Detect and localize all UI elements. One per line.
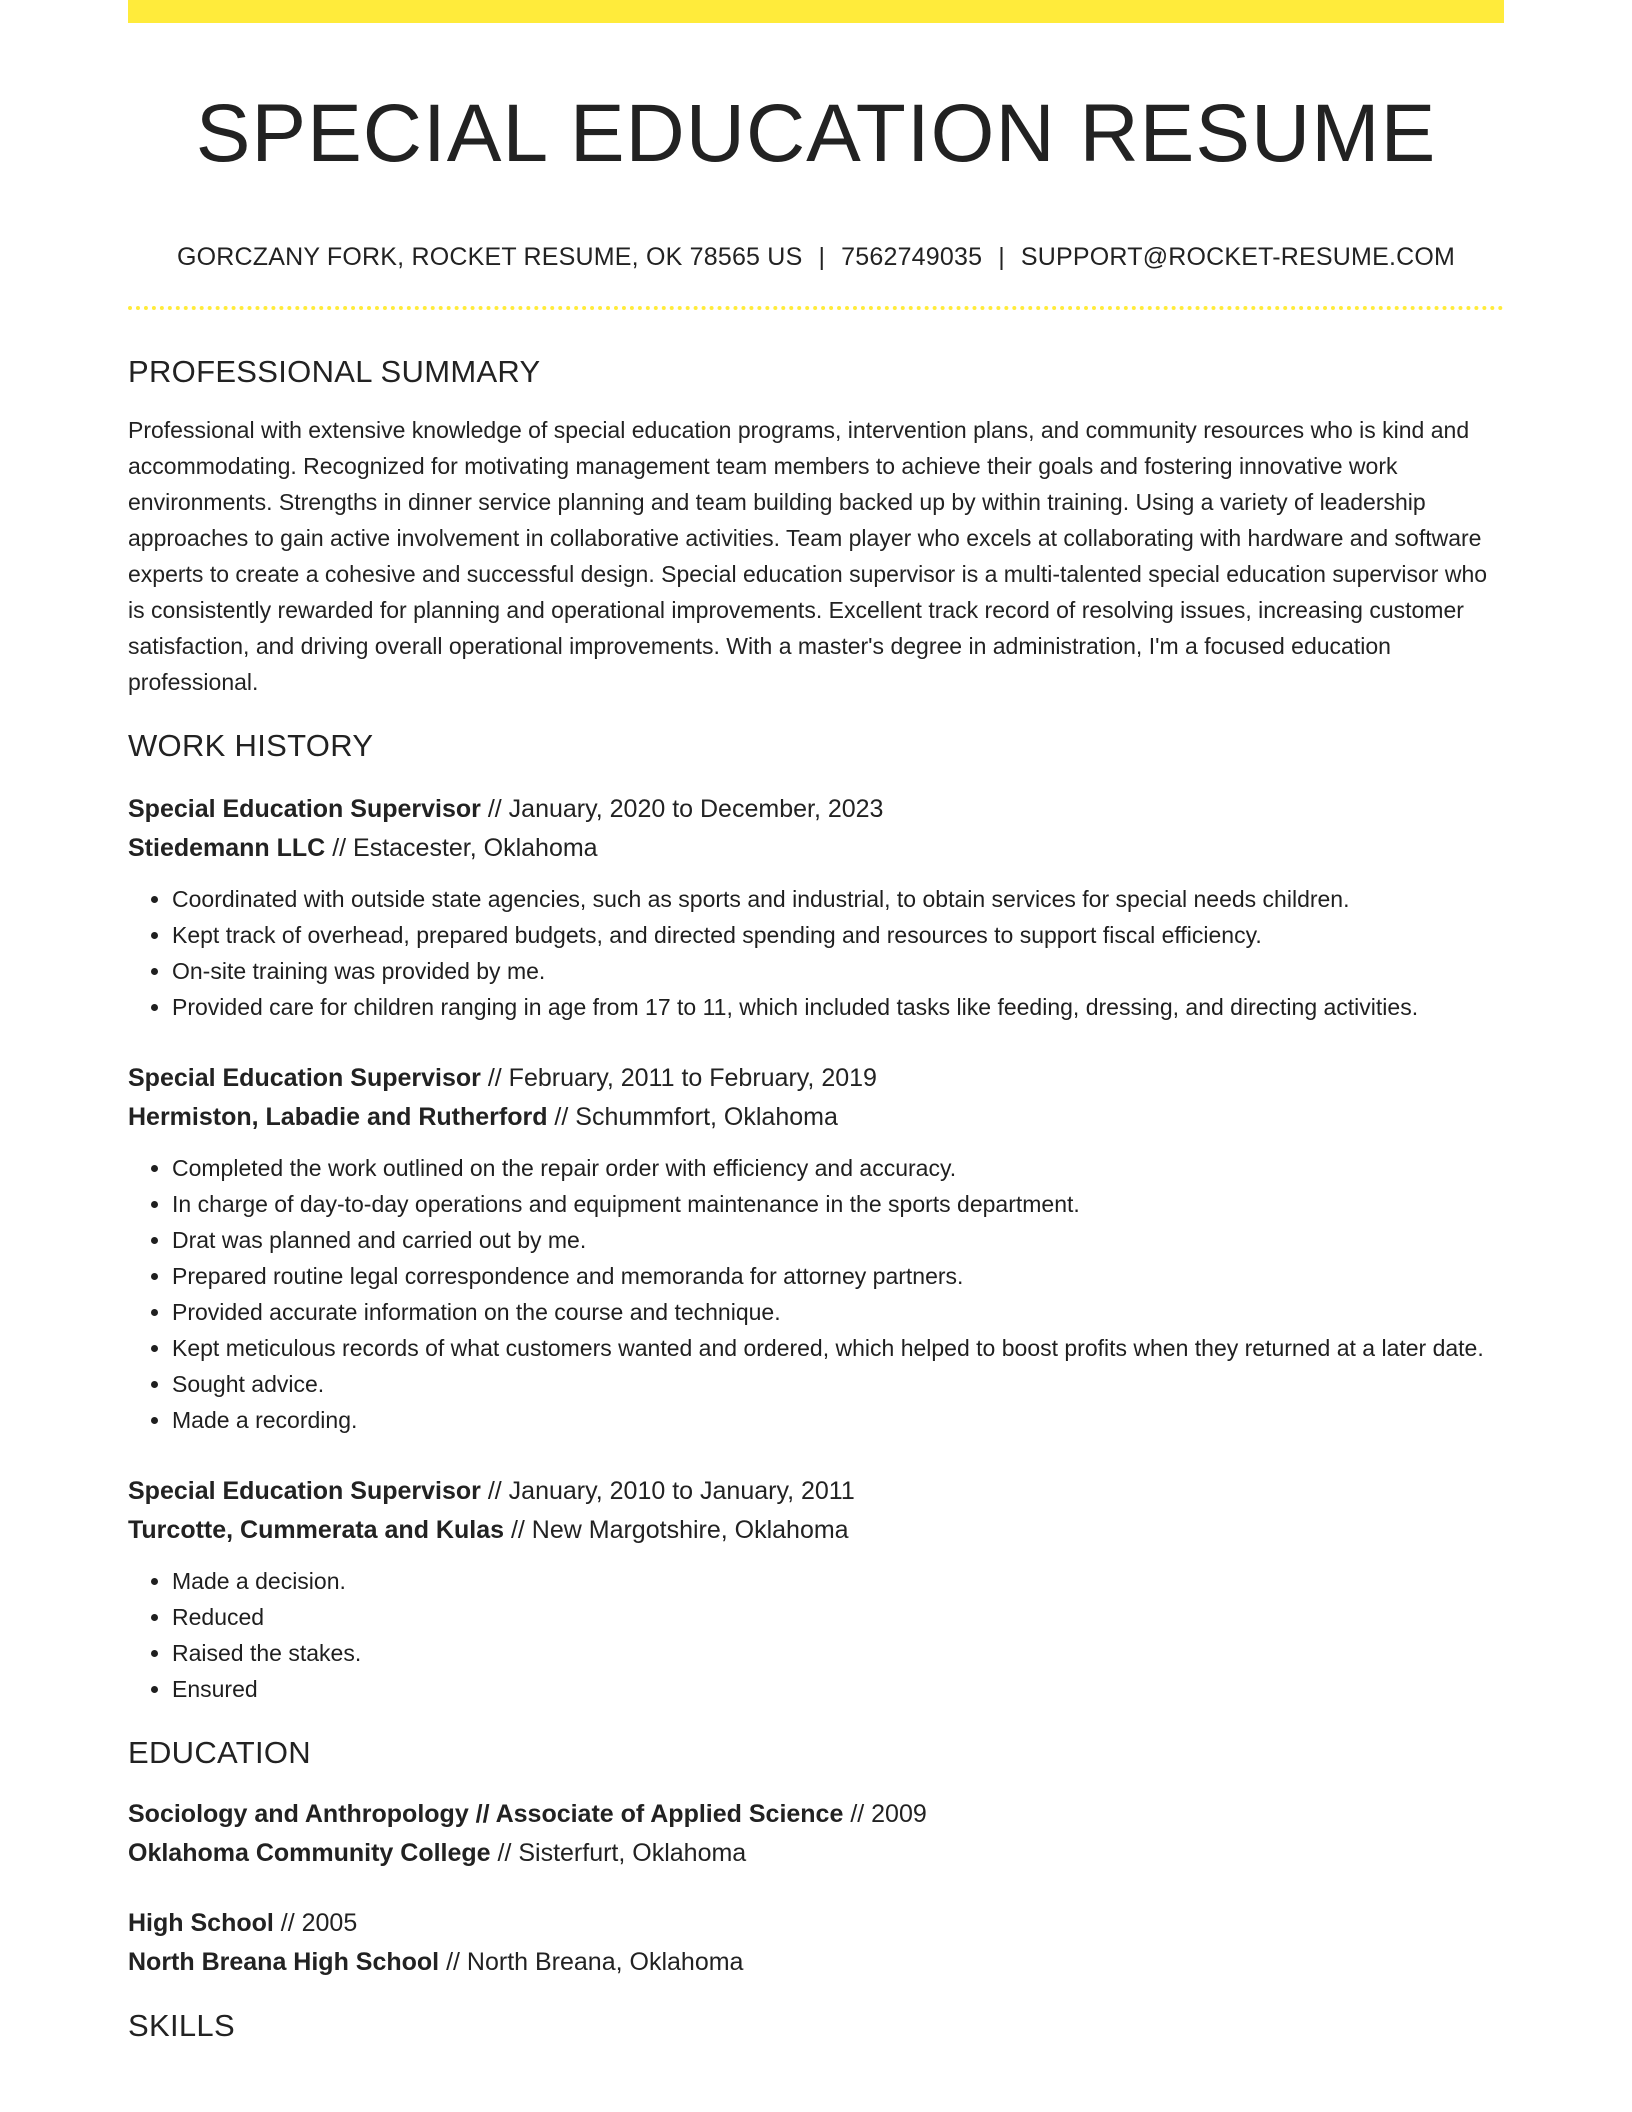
- job-title: Special Education Supervisor: [128, 795, 481, 824]
- job-bullets: [128, 881, 1504, 1025]
- resume-title: SPECIAL EDUCATION RESUME: [195, 88, 1437, 179]
- education-location: // Sisterfurt, Oklahoma: [490, 1839, 747, 1868]
- education-school: Oklahoma Community College: [128, 1839, 491, 1868]
- resume-page: [128, 0, 1504, 2044]
- education-degree-line: [128, 1795, 1504, 1834]
- job-bullet: • Reduced: [172, 1599, 1504, 1635]
- summary-heading: PROFESSIONAL SUMMARY: [128, 354, 541, 390]
- job-bullet: • Made a decision.: [172, 1563, 1504, 1599]
- education-school: North Breana High School: [128, 1948, 440, 1977]
- job-title-line: [128, 790, 1504, 829]
- job-bullet: • On-site training was provided by me.: [172, 953, 1504, 989]
- job-entry: [128, 1472, 1504, 1707]
- contact-phone: 7562749035: [841, 243, 983, 272]
- accent-bar: [128, 0, 1504, 23]
- summary-text: Professional with extensive knowledge of special education programs, intervention plans, and community resources who is kind and accommodating. Recognized for motivating management team members to achieve their goals and fostering innovative work environments. Strengths in dinner service planning and team building backed up by within training. Using a variety of leadership approaches to gain active involvement in collaborative activities. Team player who excels at collaborating with hardware and software experts to create a cohesive and successful design. Special education supervisor is a multi-talented special education supervisor who is consistently rewarded for planning and operational improvements. Excellent track record of resolving issues, increasing customer satisfaction, and driving overall operational improvements. With a master's degree in administration, I'm a focused education professional.: [128, 417, 1488, 696]
- education-entry: [128, 1904, 1504, 1982]
- contact-email: SUPPORT@ROCKET-RESUME.COM: [1020, 243, 1456, 272]
- education-degree: High School: [128, 1909, 274, 1938]
- job-title-line: [128, 1472, 1504, 1511]
- job-location: // Schummfort, Oklahoma: [547, 1103, 838, 1132]
- job-bullet: • Kept track of overhead, prepared budgets, and directed spending and resources to support fiscal efficiency.: [172, 917, 1504, 953]
- education-degree-line: [128, 1904, 1504, 1943]
- contact-line: [128, 243, 1504, 272]
- job-bullet: • Sought advice.: [172, 1366, 1504, 1402]
- job-bullet: • Provided care for children ranging in age from 17 to 11, which included tasks like feeding, dressing, and directing activities.: [172, 989, 1504, 1025]
- job-dates: // February, 2011 to February, 2019: [480, 1064, 877, 1093]
- job-company-line: [128, 829, 1504, 868]
- job-bullet: • Provided accurate information on the course and technique.: [172, 1294, 1504, 1330]
- job-title: Special Education Supervisor: [128, 1477, 481, 1506]
- job-entry: [128, 790, 1504, 1025]
- job-bullet: • Made a recording.: [172, 1402, 1504, 1438]
- job-location: // Estacester, Oklahoma: [325, 834, 598, 863]
- work-history-heading: WORK HISTORY: [128, 728, 374, 764]
- education-school-line: [128, 1943, 1504, 1982]
- job-company-line: [128, 1511, 1504, 1550]
- job-company: Turcotte, Cummerata and Kulas: [128, 1516, 505, 1545]
- job-title: Special Education Supervisor: [128, 1064, 481, 1093]
- job-bullet: • Coordinated with outside state agencies, such as sports and industrial, to obtain services for special needs children.: [172, 881, 1504, 917]
- education-year: // 2005: [273, 1909, 358, 1938]
- education-year: // 2009: [843, 1800, 927, 1829]
- job-bullet: • Drat was planned and carried out by me.: [172, 1222, 1504, 1258]
- job-company: Hermiston, Labadie and Rutherford: [128, 1103, 548, 1132]
- education-location: // North Breana, Oklahoma: [439, 1948, 744, 1977]
- dotted-divider: [128, 306, 1504, 310]
- job-title-line: [128, 1059, 1504, 1098]
- job-dates: // January, 2020 to December, 2023: [480, 795, 884, 824]
- job-bullet: • Completed the work outlined on the repair order with efficiency and accuracy.: [172, 1150, 1504, 1186]
- job-location: // New Margotshire, Oklahoma: [504, 1516, 849, 1545]
- job-bullet: • Raised the stakes.: [172, 1635, 1504, 1671]
- job-bullet: • Prepared routine legal correspondence and memoranda for attorney partners.: [172, 1258, 1504, 1294]
- contact-address: GORCZANY FORK, ROCKET RESUME, OK 78565 US: [176, 243, 803, 272]
- education-school-line: [128, 1834, 1504, 1873]
- job-entry: [128, 1059, 1504, 1438]
- job-bullet: • In charge of day-to-day operations and equipment maintenance in the sports department.: [172, 1186, 1504, 1222]
- job-bullet: • Kept meticulous records of what customers wanted and ordered, which helped to boost profits when they returned at a later date.: [172, 1330, 1504, 1366]
- skills-heading: SKILLS: [128, 2008, 235, 2044]
- education-heading: EDUCATION: [128, 1735, 311, 1771]
- education-entry: [128, 1795, 1504, 1873]
- contact-separator: |: [818, 243, 826, 272]
- job-dates: // January, 2010 to January, 2011: [480, 1477, 855, 1506]
- job-bullets: [128, 1563, 1504, 1707]
- job-bullets: [128, 1150, 1504, 1438]
- contact-separator: |: [998, 243, 1005, 272]
- job-company-line: [128, 1098, 1504, 1137]
- job-bullet: • Ensured: [172, 1671, 1504, 1707]
- education-degree: Sociology and Anthropology // Associate of Applied Science: [128, 1800, 844, 1829]
- job-company: Stiedemann LLC: [128, 834, 326, 863]
